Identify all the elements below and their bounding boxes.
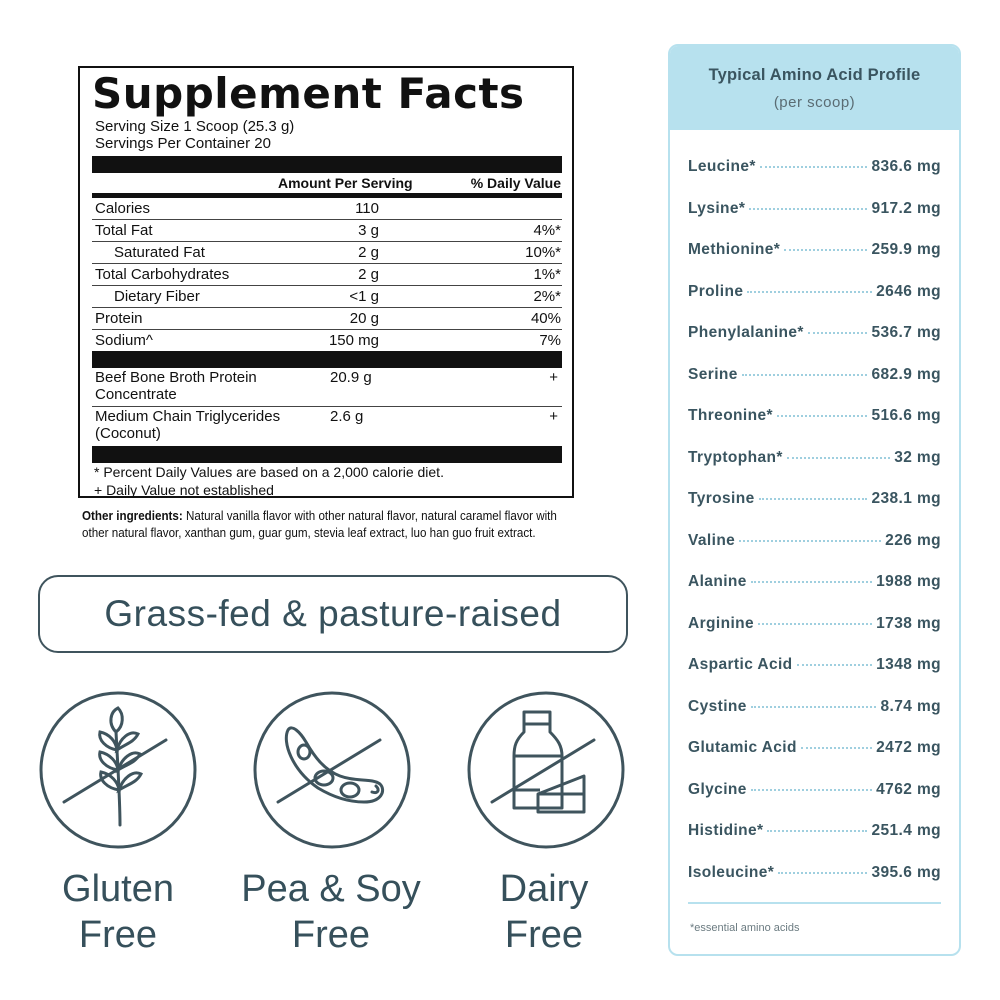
amino-value: 8.74 mg xyxy=(880,697,941,715)
other-ingredients-label: Other ingredients: xyxy=(82,509,183,523)
amino-value: 2646 mg xyxy=(876,282,941,300)
other-ingredients xyxy=(82,508,584,542)
facts-title: Supplement Facts xyxy=(92,69,525,118)
ingredient-row xyxy=(92,407,562,445)
dot-leader xyxy=(787,457,890,459)
amino-value: 1988 mg xyxy=(876,573,941,590)
amino-row xyxy=(688,407,941,449)
amino-value: 836.6 mg xyxy=(871,158,941,175)
amino-divider xyxy=(688,902,941,904)
nutrient-dv: 4%* xyxy=(533,222,561,239)
amino-value: 395.6 mg xyxy=(871,863,941,881)
amino-row xyxy=(688,324,941,366)
amino-row xyxy=(688,656,941,698)
dot-leader xyxy=(739,540,881,542)
nutrient-name: Protein xyxy=(95,310,143,327)
amino-name: Valine xyxy=(688,531,736,549)
amino-header xyxy=(670,46,959,130)
amino-row xyxy=(688,822,941,864)
header-amount: Amount Per Serving xyxy=(278,175,413,191)
dot-leader xyxy=(751,581,872,583)
nutrient-amount: 3 g xyxy=(358,222,379,239)
nutrient-amount: 150 mg xyxy=(328,332,379,349)
dot-leader xyxy=(751,706,877,708)
amino-title: Typical Amino Acid Profile xyxy=(708,66,921,84)
nutrient-dv: 1%* xyxy=(533,266,561,283)
serving-size: Serving Size 1 Scoop (25.3 g) xyxy=(95,118,295,135)
nutrient-row xyxy=(92,286,562,308)
dairy-crossed-icon xyxy=(466,690,626,850)
amino-row xyxy=(688,158,941,200)
pea-soy-crossed-icon xyxy=(252,690,412,850)
divider-bar xyxy=(92,446,562,463)
amino-value: 251.4 mg xyxy=(871,822,941,839)
amino-name: Lysine* xyxy=(688,199,746,217)
amino-name: Tryptophan* xyxy=(688,448,783,466)
amino-row xyxy=(688,490,941,532)
facts-header-row xyxy=(92,173,562,198)
nutrient-row xyxy=(92,220,562,242)
amino-name: Threonine* xyxy=(688,407,773,424)
ingredient-name: Medium Chain Triglycerides (Coconut) xyxy=(95,408,281,442)
nutrient-row xyxy=(92,264,562,286)
nutrient-amount: 2 g xyxy=(358,244,379,261)
nutrient-dv: 7% xyxy=(539,332,561,349)
nutrient-name: Total Fat xyxy=(95,222,153,239)
nutrient-row xyxy=(92,242,562,264)
amino-name: Alanine xyxy=(688,573,747,590)
amino-row xyxy=(688,532,941,574)
badge-line1: Dairy xyxy=(499,868,589,910)
amino-list xyxy=(688,158,941,905)
amino-row xyxy=(688,615,941,657)
ingredient-amount: 20.9 g xyxy=(330,369,372,386)
amino-name: Cystine xyxy=(688,697,747,715)
amino-value: 917.2 mg xyxy=(871,199,941,217)
amino-row xyxy=(688,573,941,615)
dot-leader xyxy=(777,415,868,417)
amino-name: Glutamic Acid xyxy=(688,739,797,756)
amino-name: Proline xyxy=(688,282,744,300)
amino-subtitle: (per scoop) xyxy=(773,94,856,111)
amino-name: Methionine* xyxy=(688,241,781,258)
amino-row xyxy=(688,698,941,740)
pea-soy-free-label xyxy=(221,866,441,958)
nutrient-name: Calories xyxy=(95,200,151,217)
amino-row xyxy=(688,864,941,906)
amino-name: Aspartic Acid xyxy=(688,656,793,673)
amino-value: 1348 mg xyxy=(876,656,941,673)
dot-leader xyxy=(801,747,872,749)
nutrient-row xyxy=(92,308,562,330)
amino-name: Phenylalanine* xyxy=(688,324,804,341)
nutrient-amount: <1 g xyxy=(349,288,379,305)
dot-leader xyxy=(747,291,872,293)
nutrient-dv: 40% xyxy=(530,310,561,327)
dot-leader xyxy=(808,332,868,334)
badge-line1: Pea & Soy xyxy=(241,868,421,910)
badge-line2: Free xyxy=(504,914,584,956)
badge-line2: Free xyxy=(291,914,371,956)
divider-bar xyxy=(92,351,562,368)
other-ingredients-text: Natural vanilla flavor with other natural flavor, natural caramel flavor with other natural flavor, xanthan gum, guar gum, stevia leaf extract, luo han guo fruit extract. xyxy=(82,509,557,540)
amino-row xyxy=(688,283,941,325)
ingredient-amount: 2.6 g xyxy=(330,408,364,425)
amino-name: Glycine xyxy=(688,780,747,798)
amino-value: 32 mg xyxy=(894,448,941,466)
nutrient-dv: 2%* xyxy=(533,288,561,305)
footnote-not-established: + Daily Value not established xyxy=(94,482,274,498)
nutrient-amount: 110 xyxy=(355,200,379,217)
ingredient-dv: + xyxy=(549,408,558,425)
dot-leader xyxy=(758,623,872,625)
nutrient-dv: 10%* xyxy=(525,244,561,261)
amino-value: 536.7 mg xyxy=(871,324,941,341)
nutrient-name: Sodium^ xyxy=(95,332,153,349)
dairy-free-label xyxy=(434,866,654,958)
amino-name: Arginine xyxy=(688,614,755,632)
amino-value: 4762 mg xyxy=(876,780,941,798)
nutrient-name: Dietary Fiber xyxy=(114,288,200,305)
amino-name: Leucine* xyxy=(688,158,756,175)
nutrient-row xyxy=(92,330,562,351)
amino-acid-panel xyxy=(668,44,961,956)
amino-row xyxy=(688,449,941,491)
ingredient-dv: + xyxy=(549,369,558,386)
amino-name: Serine xyxy=(688,365,738,383)
amino-name: Tyrosine xyxy=(688,490,755,507)
amino-value: 238.1 mg xyxy=(871,490,941,507)
wheat-crossed-icon xyxy=(38,690,198,850)
amino-row xyxy=(688,739,941,781)
amino-value: 1738 mg xyxy=(876,614,941,632)
nutrient-amount: 20 g xyxy=(349,310,379,327)
footnote-dv: * Percent Daily Values are based on a 2,000 calorie diet. xyxy=(94,464,444,480)
dot-leader xyxy=(784,249,867,251)
amino-value: 259.9 mg xyxy=(871,241,941,258)
nutrient-name: Saturated Fat xyxy=(114,244,205,261)
servings-per-container: Servings Per Container 20 xyxy=(95,135,271,152)
dot-leader xyxy=(751,789,872,791)
dot-leader xyxy=(760,166,868,168)
ingredient-row xyxy=(92,368,562,407)
badge-line2: Free xyxy=(78,914,158,956)
dot-leader xyxy=(759,498,868,500)
ingredient-name: Beef Bone Broth Protein Concentrate xyxy=(95,369,257,403)
dot-leader xyxy=(767,830,867,832)
supplement-facts-panel xyxy=(78,66,574,498)
amino-value: 516.6 mg xyxy=(871,407,941,424)
dot-leader xyxy=(797,664,873,666)
nutrient-amount: 2 g xyxy=(358,266,379,283)
gluten-free-label xyxy=(8,866,228,958)
divider-bar xyxy=(92,156,562,173)
amino-value: 682.9 mg xyxy=(871,365,941,383)
amino-row xyxy=(688,241,941,283)
amino-name: Isoleucine* xyxy=(688,863,775,881)
nutrient-row xyxy=(92,198,562,220)
nutrient-name: Total Carbohydrates xyxy=(95,266,230,283)
dot-leader xyxy=(749,208,867,210)
amino-value: 2472 mg xyxy=(876,739,941,756)
amino-name: Histidine* xyxy=(688,822,764,839)
badge-line1: Gluten xyxy=(62,868,174,910)
amino-value: 226 mg xyxy=(885,531,941,549)
amino-footnote: *essential amino acids xyxy=(690,922,800,934)
dot-leader xyxy=(742,374,868,376)
dot-leader xyxy=(778,872,867,874)
amino-row xyxy=(688,781,941,823)
grass-fed-banner: Grass-fed & pasture-raised xyxy=(38,575,628,653)
amino-row xyxy=(688,200,941,242)
amino-row xyxy=(688,366,941,408)
header-dv: % Daily Value xyxy=(470,175,561,191)
